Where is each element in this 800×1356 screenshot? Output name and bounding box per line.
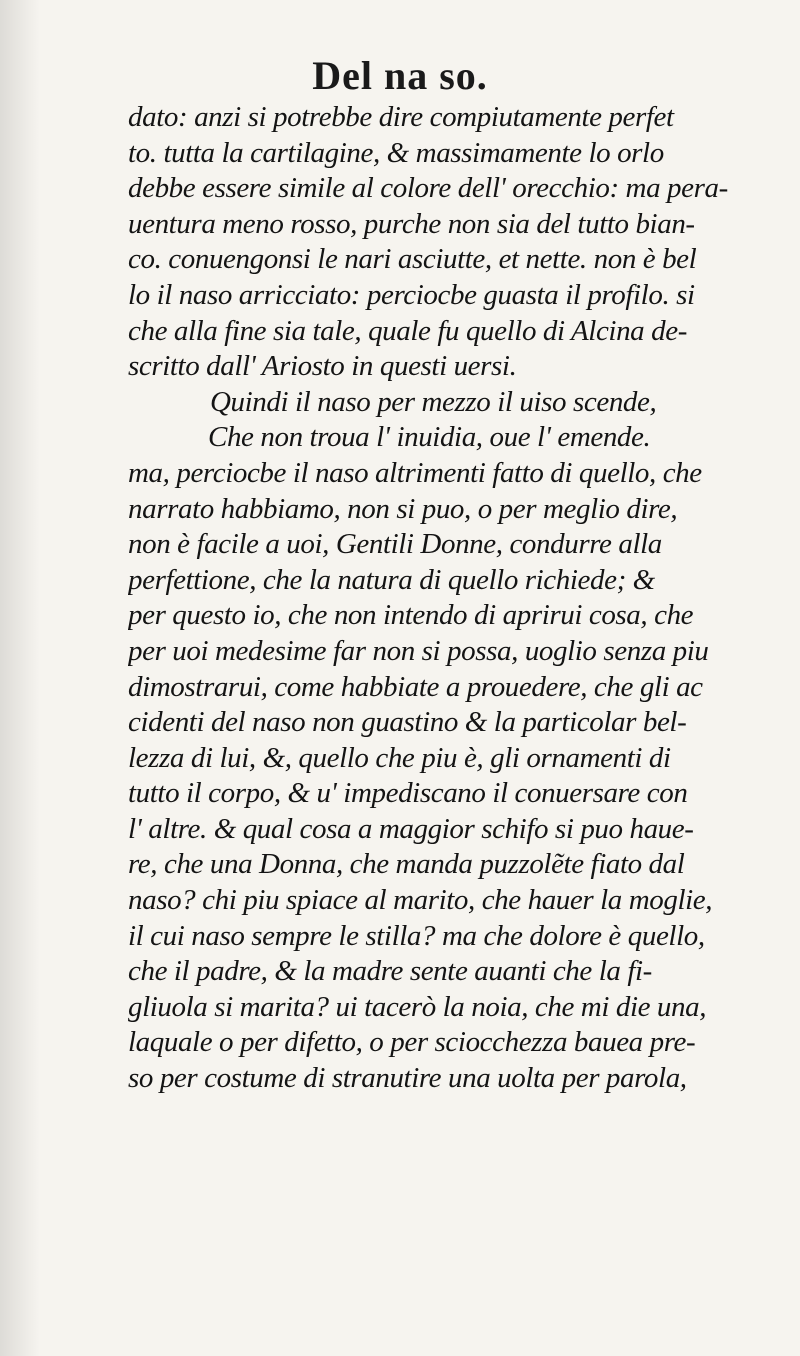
text-line: il cui naso sempre le stilla? ma che dolore è quello, xyxy=(128,919,705,952)
text-line: perfettione, che la natura di quello richiede; & xyxy=(128,563,655,596)
text-line: l' altre. & qual cosa a maggior schifo si puo haue- xyxy=(128,812,694,845)
text-line: narrato habbiamo, non si puo, o per meglio dire, xyxy=(128,492,678,525)
text-line: ma, perciocbe il naso altrimenti fatto di quello, che xyxy=(128,456,702,489)
text-line: dato: anzi si potrebbe dire compiutamente perfet xyxy=(128,101,674,133)
text-line: uentura meno rosso, purche non sia del tutto bian- xyxy=(128,207,695,240)
text-line: re, che una Donna, che manda puzzolẽte fiato dal xyxy=(128,848,685,881)
text-line: per uoi medesime far non si possa, uoglio senza piu xyxy=(128,634,709,667)
running-head: Del na so. xyxy=(312,53,488,98)
text-line: gliuola si marita? ui tacerò la noia, che mi die una, xyxy=(128,990,707,1023)
verse-line: Che non troua l' inuidia, oue l' emende. xyxy=(208,421,651,454)
text-line: so per costume di stranutire una uolta per parola, xyxy=(128,1062,687,1095)
text-line: lezza di lui, &, quello che piu è, gli ornamenti di xyxy=(128,741,671,774)
text-line: cidenti del naso non guastino & la particolar bel- xyxy=(128,706,687,739)
verse-line: Quindi il naso per mezzo il uiso scende, xyxy=(210,385,657,418)
text-line: per questo io, che non intendo di aprirui cosa, che xyxy=(128,599,694,632)
text-line: non è facile a uoi, Gentili Donne, condurre alla xyxy=(128,528,662,561)
text-line: lo il naso arricciato: perciocbe guasta il profilo. si xyxy=(128,278,695,311)
text-line: dimostrarui, come habbiate a prouedere, che gli ac xyxy=(128,670,703,703)
text-line: che il padre, & la madre sente auanti che la fi- xyxy=(128,955,652,988)
text-line: laquale o per difetto, o per sciocchezza bauea pre- xyxy=(128,1026,696,1059)
text-line: to. tutta la cartilagine, & massimamente lo orlo xyxy=(128,136,664,169)
text-line: tutto il corpo, & u' impediscano il conuersare con xyxy=(128,777,688,810)
body-text xyxy=(128,100,768,1097)
text-line: che alla fine sia tale, quale fu quello di Alcina de- xyxy=(128,314,687,347)
text-line: naso? chi piu spiace al marito, che hauer la moglie, xyxy=(128,884,713,917)
text-line: scritto dall' Ariosto in questi uersi. xyxy=(128,350,517,383)
text-line: co. conuengonsi le nari asciutte, et nette. non è bel xyxy=(128,243,697,276)
text-line: debbe essere simile al colore dell' orecchio: ma pera- xyxy=(128,172,728,205)
